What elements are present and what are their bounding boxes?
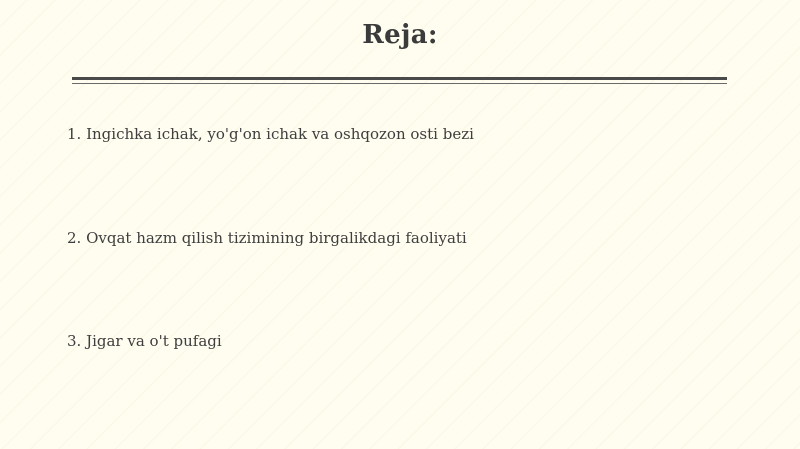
plan-item-1: 1. Ingichka ichak, yo'g'on ichak va oshqozon osti bezi: [67, 125, 474, 143]
title-divider-thick: [72, 77, 727, 80]
plan-item-2: 2. Ovqat hazm qilish tizimining birgalikdagi faoliyati: [67, 229, 467, 247]
plan-item-3: 3. Jigar va o't pufagi: [67, 332, 222, 350]
slide-title: Reja:: [362, 20, 438, 50]
title-divider-thin: [72, 83, 727, 84]
